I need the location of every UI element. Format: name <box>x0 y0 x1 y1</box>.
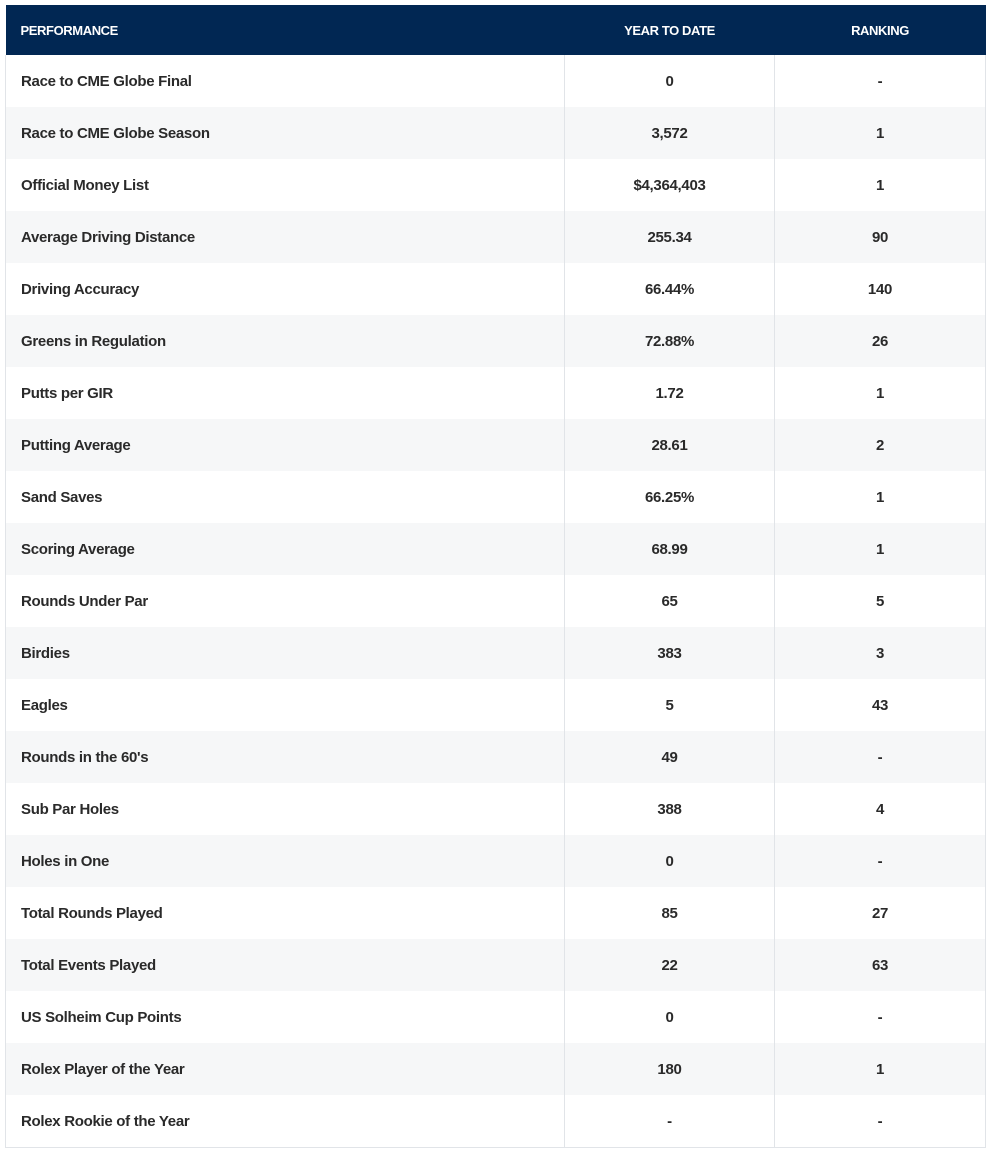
stat-ranking: - <box>775 991 986 1043</box>
stat-label: Sand Saves <box>6 471 565 523</box>
stat-year-to-date: 180 <box>565 1043 775 1095</box>
stat-ranking: - <box>775 731 986 783</box>
table-row <box>6 367 986 419</box>
stat-label: Rounds Under Par <box>6 575 565 627</box>
stat-ranking: 43 <box>775 679 986 731</box>
stat-label: Race to CME Globe Season <box>6 107 565 159</box>
stat-year-to-date: 3,572 <box>565 107 775 159</box>
table-row <box>6 627 986 679</box>
table-body <box>6 55 986 1148</box>
column-header-performance[interactable]: PERFORMANCE <box>6 5 565 55</box>
table-row <box>6 471 986 523</box>
table-row <box>6 107 986 159</box>
stat-ranking: 1 <box>775 1043 986 1095</box>
stat-year-to-date: 388 <box>565 783 775 835</box>
table-row <box>6 211 986 263</box>
stat-label: Rolex Player of the Year <box>6 1043 565 1095</box>
table-row <box>6 159 986 211</box>
table-row <box>6 575 986 627</box>
stat-ranking: 27 <box>775 887 986 939</box>
stat-label: Average Driving Distance <box>6 211 565 263</box>
stat-label: Birdies <box>6 627 565 679</box>
stat-year-to-date: $4,364,403 <box>565 159 775 211</box>
stat-ranking: 63 <box>775 939 986 991</box>
stat-ranking: 2 <box>775 419 986 471</box>
table-row <box>6 731 986 783</box>
table-header <box>6 5 986 55</box>
column-header-year-to-date[interactable]: YEAR TO DATE <box>565 5 775 55</box>
table-row <box>6 1095 986 1148</box>
stat-label: Driving Accuracy <box>6 263 565 315</box>
stat-year-to-date: 1.72 <box>565 367 775 419</box>
column-header-ranking[interactable]: RANKING <box>775 5 986 55</box>
stat-year-to-date: 85 <box>565 887 775 939</box>
stat-ranking: 1 <box>775 159 986 211</box>
stat-year-to-date: 0 <box>565 991 775 1043</box>
stat-year-to-date: 383 <box>565 627 775 679</box>
table-row <box>6 523 986 575</box>
performance-stats-table <box>5 5 986 1148</box>
stat-label: Holes in One <box>6 835 565 887</box>
stat-year-to-date: 66.25% <box>565 471 775 523</box>
stat-label: Rolex Rookie of the Year <box>6 1095 565 1148</box>
stat-label: Official Money List <box>6 159 565 211</box>
stat-ranking: 26 <box>775 315 986 367</box>
stat-year-to-date: 5 <box>565 679 775 731</box>
table-row <box>6 1043 986 1095</box>
stat-label: Total Events Played <box>6 939 565 991</box>
stat-label: US Solheim Cup Points <box>6 991 565 1043</box>
table-row <box>6 783 986 835</box>
stat-year-to-date: 49 <box>565 731 775 783</box>
stat-ranking: 3 <box>775 627 986 679</box>
header-row <box>6 5 986 55</box>
stat-label: Sub Par Holes <box>6 783 565 835</box>
table-row <box>6 835 986 887</box>
stat-year-to-date: 255.34 <box>565 211 775 263</box>
stat-year-to-date: 22 <box>565 939 775 991</box>
stat-year-to-date: 0 <box>565 835 775 887</box>
stat-label: Putts per GIR <box>6 367 565 419</box>
table-row <box>6 991 986 1043</box>
stat-year-to-date: 0 <box>565 55 775 107</box>
stat-ranking: 140 <box>775 263 986 315</box>
stat-label: Rounds in the 60's <box>6 731 565 783</box>
stat-year-to-date: - <box>565 1095 775 1148</box>
stat-label: Race to CME Globe Final <box>6 55 565 107</box>
stat-ranking: 90 <box>775 211 986 263</box>
stat-ranking: - <box>775 835 986 887</box>
stat-year-to-date: 65 <box>565 575 775 627</box>
stat-ranking: 1 <box>775 107 986 159</box>
stat-ranking: 4 <box>775 783 986 835</box>
table-row <box>6 939 986 991</box>
stat-label: Scoring Average <box>6 523 565 575</box>
stat-ranking: 1 <box>775 367 986 419</box>
table-row <box>6 55 986 107</box>
stat-year-to-date: 28.61 <box>565 419 775 471</box>
stat-ranking: - <box>775 1095 986 1148</box>
stat-year-to-date: 72.88% <box>565 315 775 367</box>
table-row <box>6 315 986 367</box>
table-row <box>6 263 986 315</box>
stat-year-to-date: 68.99 <box>565 523 775 575</box>
stat-ranking: 5 <box>775 575 986 627</box>
stat-ranking: 1 <box>775 523 986 575</box>
stat-label: Greens in Regulation <box>6 315 565 367</box>
table-row <box>6 679 986 731</box>
stat-ranking: 1 <box>775 471 986 523</box>
table-row <box>6 887 986 939</box>
stat-label: Putting Average <box>6 419 565 471</box>
stat-year-to-date: 66.44% <box>565 263 775 315</box>
stat-label: Eagles <box>6 679 565 731</box>
stat-ranking: - <box>775 55 986 107</box>
stat-label: Total Rounds Played <box>6 887 565 939</box>
table-row <box>6 419 986 471</box>
